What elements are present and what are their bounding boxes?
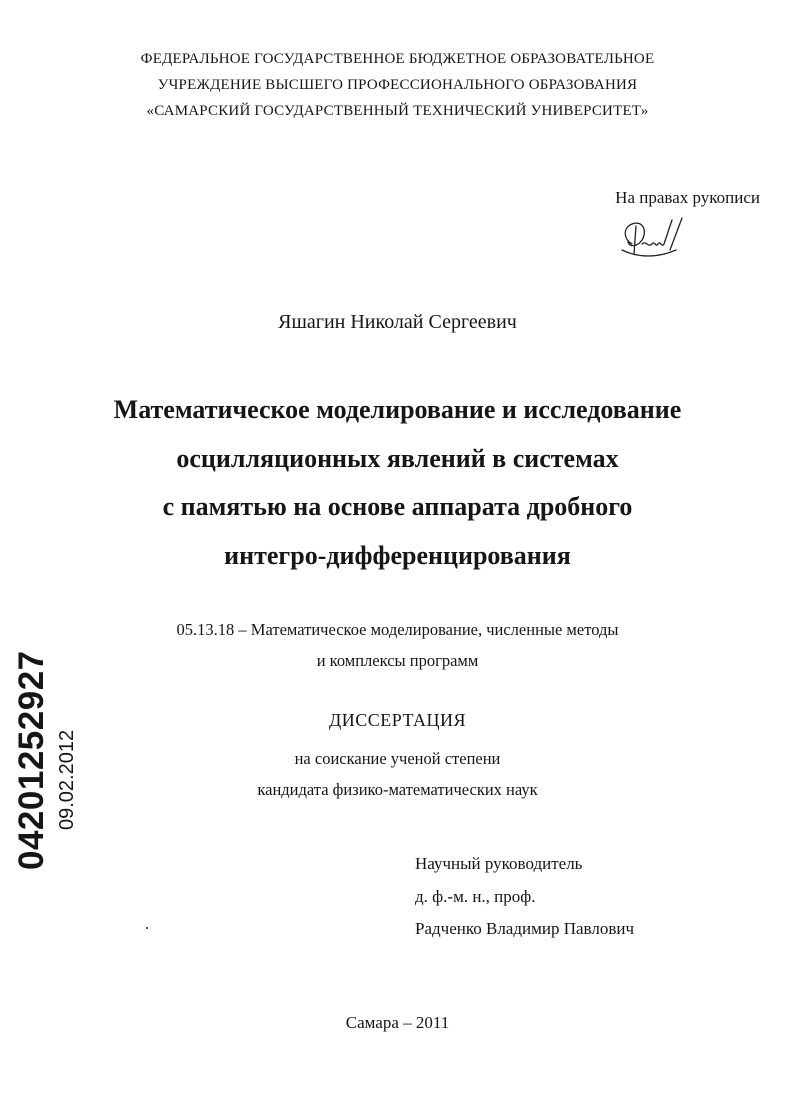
city-year: Самара – 2011 <box>345 1013 450 1032</box>
document-type: ДИССЕРТАЦИЯ <box>328 710 467 730</box>
specialty-line-1: 05.13.18 – Математическое моделирование, численные методы <box>176 620 619 639</box>
title-line: с памятью на основе аппарата дробного <box>162 492 633 521</box>
degree <box>0 743 795 805</box>
degree-line-2: кандидата физико-математических наук <box>257 780 538 799</box>
org-line-2: УЧРЕЖДЕНИЕ ВЫСШЕГО ПРОФЕССИОНАЛЬНОГО ОБРАЗОВАНИЯ <box>157 77 638 93</box>
stamp-date: 09.02.2012 <box>56 729 78 830</box>
signature-icon <box>618 214 686 266</box>
title-line: осцилляционных явлений в системах <box>176 443 619 473</box>
adviser-label: Научный руководитель <box>415 854 583 873</box>
dissertation-title <box>0 386 795 580</box>
org-line-3: «САМАРСКИЙ ГОСУДАРСТВЕННЫЙ ТЕХНИЧЕСКИЙ УНИВЕРСИТЕТ» <box>146 103 649 119</box>
author-name: Яшагин Николай Сергеевич <box>278 311 517 333</box>
org-line-1: ФЕДЕРАЛЬНОЕ ГОСУДАРСТВЕННОЕ БЮДЖЕТНОЕ ОБРАЗОВАТЕЛЬНОЕ <box>140 51 655 67</box>
scientific-adviser <box>415 848 634 946</box>
adviser-name: Радченко Владимир Павлович <box>415 919 634 938</box>
title-line: Математическое моделирование и исследование <box>113 395 682 424</box>
title-line: интегро-дифференцирования <box>224 540 571 570</box>
specialty <box>0 614 795 676</box>
degree-line-1: на соискание ученой степени <box>294 749 501 768</box>
scan-speck <box>146 927 148 929</box>
adviser-rank: д. ф.-м. н., проф. <box>415 886 536 906</box>
specialty-line-2: и комплексы программ <box>316 651 479 670</box>
stamp-number: 04201252927 <box>12 650 51 870</box>
rights-note: На правах рукописи <box>615 188 760 207</box>
library-stamp <box>12 650 78 870</box>
organization-header <box>0 46 795 124</box>
